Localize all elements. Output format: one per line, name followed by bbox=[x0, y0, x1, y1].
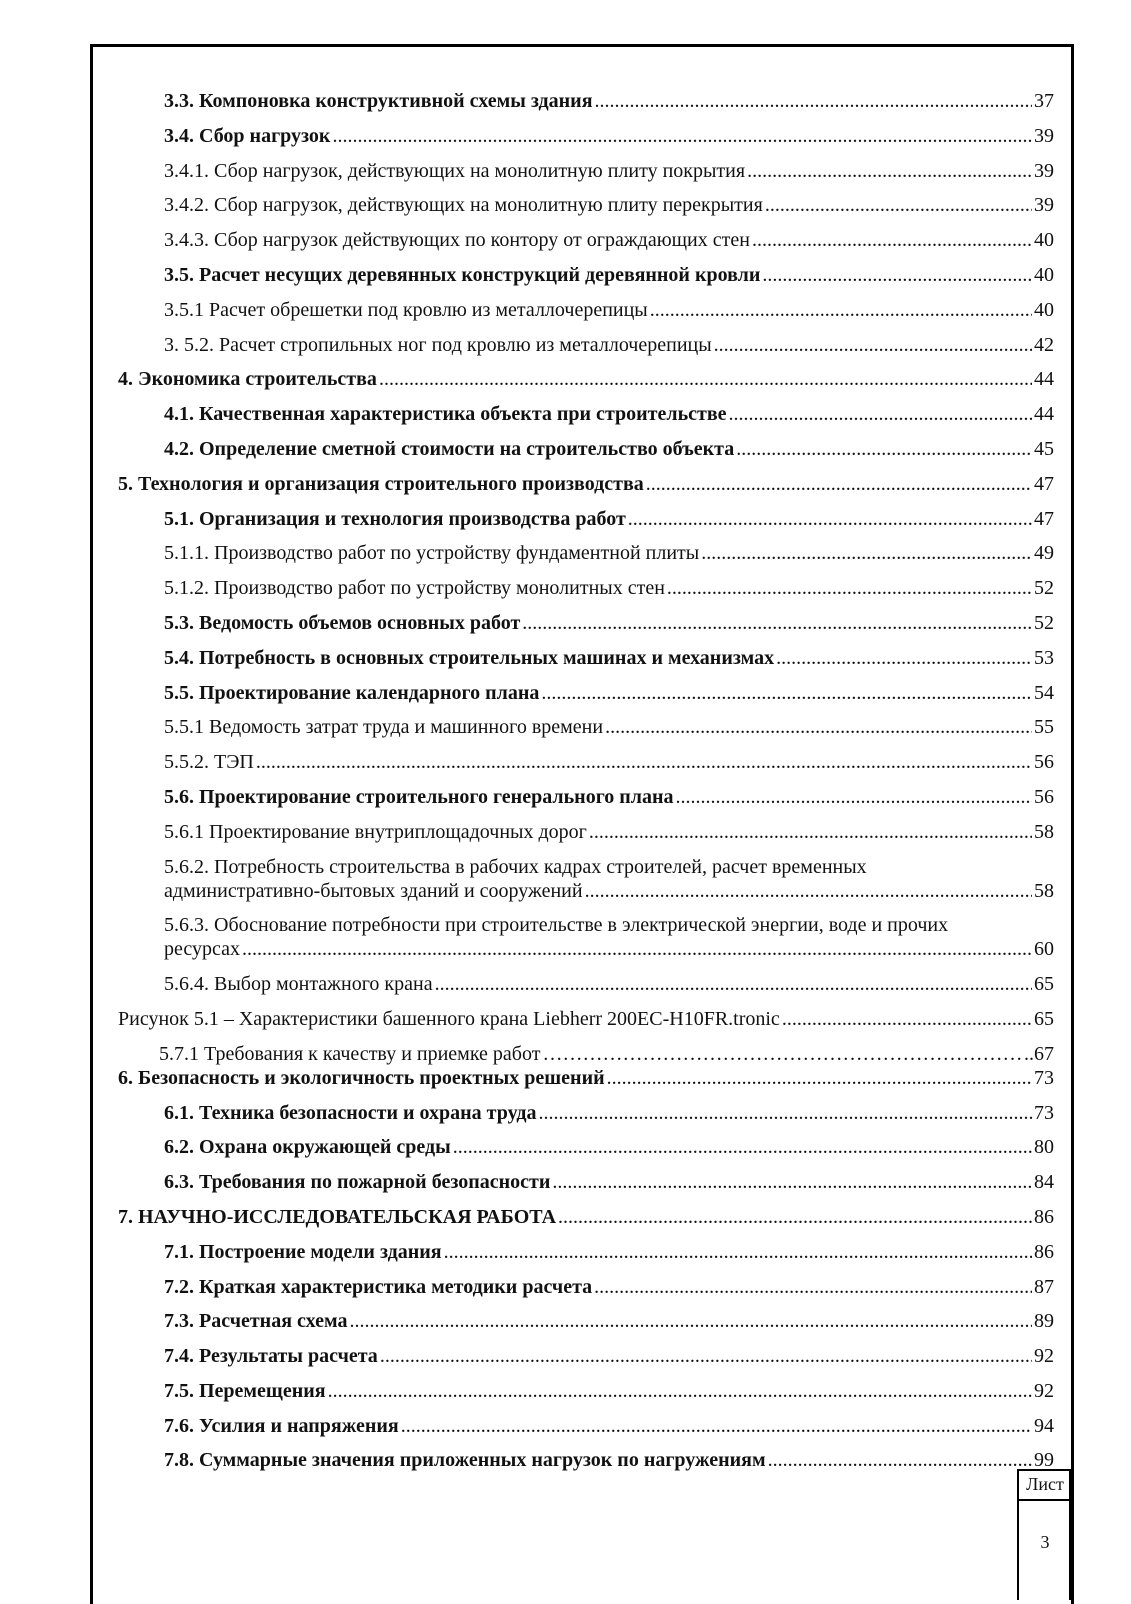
toc-entry bbox=[118, 820, 1054, 844]
toc-dot-leader bbox=[585, 879, 1032, 903]
toc-entry bbox=[118, 611, 1054, 635]
toc-entry-title: 4.2. Определение сметной стоимости на строительство объекта bbox=[164, 437, 735, 460]
toc-entry bbox=[118, 646, 1054, 670]
toc-entry bbox=[118, 228, 1054, 252]
toc-entry bbox=[118, 750, 1054, 774]
toc-entry-title: 3.3. Компоновка конструктивной схемы здания bbox=[164, 90, 593, 112]
toc-entry-title: 5.1.1. Производство работ по устройству фундаментной плиты bbox=[164, 542, 700, 565]
toc-entry-page: 37 bbox=[1034, 90, 1054, 112]
toc-dot-leader bbox=[589, 820, 1032, 844]
toc-entry bbox=[118, 1379, 1054, 1403]
toc-entry bbox=[118, 437, 1054, 461]
toc-entry-title: 5.5.2. ТЭП bbox=[164, 751, 254, 774]
toc-entry-page: 94 bbox=[1034, 1414, 1054, 1437]
sheet-number: 3 bbox=[1040, 1532, 1050, 1552]
toc-dot-leader bbox=[558, 1205, 1032, 1229]
toc-entry-wrapped bbox=[118, 913, 1054, 961]
toc-entry-page: 86 bbox=[1034, 1240, 1054, 1263]
toc-dot-leader bbox=[752, 228, 1032, 252]
toc-dot-leader bbox=[380, 1344, 1032, 1368]
toc-dot-leader bbox=[522, 611, 1032, 635]
toc-entry-page: 39 bbox=[1034, 124, 1054, 147]
toc-entry bbox=[118, 402, 1054, 426]
toc-entry-title: 5.4. Потребность в основных строительных машинах и механизмах bbox=[164, 646, 775, 669]
toc-dot-leader bbox=[605, 715, 1032, 739]
toc-entry-page: 52 bbox=[1034, 577, 1054, 600]
toc-entry-title: 5.6.4. Выбор монтажного крана bbox=[164, 973, 433, 996]
toc-dot-leader bbox=[714, 333, 1032, 357]
toc-entry bbox=[118, 1101, 1054, 1125]
toc-entry-title: 7.2. Краткая характеристика методики расчета bbox=[164, 1275, 593, 1298]
toc-entry bbox=[118, 1066, 1054, 1090]
toc-entry-page: 45 bbox=[1034, 437, 1054, 460]
toc-entry-title: Рисунок 5.1 – Характеристики башенного крана Liebherr 200EC-H10FR.tronic bbox=[118, 1007, 780, 1030]
toc-entry-page: 87 bbox=[1034, 1275, 1054, 1298]
toc-dot-leader bbox=[676, 785, 1032, 809]
toc-entry-title: 4.1. Качественная характеристика объекта при строительстве bbox=[164, 403, 727, 426]
toc-entry-title: 6.1. Техника безопасности и охрана труда bbox=[164, 1101, 537, 1124]
toc-entry-page: 39 bbox=[1034, 159, 1054, 182]
toc-entry-title: 6.3. Требования по пожарной безопасности bbox=[164, 1171, 551, 1194]
toc-entry bbox=[118, 1414, 1054, 1438]
toc-entry-title: 3.4.2. Сбор нагрузок, действующих на монолитную плиту перекрытия bbox=[164, 194, 763, 217]
toc-dot-leader bbox=[701, 541, 1032, 565]
toc-entry-title: 7. НАУЧНО-ИССЛЕДОВАТЕЛЬСКАЯ РАБОТА bbox=[118, 1205, 557, 1228]
toc-entry-title-line1: 5.6.2. Потребность строительства в рабочих кадрах строителей, расчет временных bbox=[164, 855, 867, 878]
toc-entry-title: 5.6. Проектирование строительного генерального плана bbox=[164, 785, 674, 808]
toc-entry-page: 42 bbox=[1034, 333, 1054, 356]
toc-dot-leader bbox=[552, 1170, 1032, 1194]
toc-entry bbox=[118, 1170, 1054, 1194]
toc-entry-title-line2: ресурсах bbox=[164, 938, 240, 961]
toc-entry bbox=[118, 715, 1054, 739]
toc-entry bbox=[118, 1205, 1054, 1229]
toc-dot-leader bbox=[328, 1379, 1032, 1403]
toc-entry-page: 89 bbox=[1034, 1310, 1054, 1333]
toc-entry-page: 49 bbox=[1034, 542, 1054, 565]
toc-entry-title: 3.5. Расчет несущих деревянных конструкций деревянной кровли bbox=[164, 263, 761, 286]
toc-entry-custom bbox=[118, 1042, 1054, 1066]
toc-entry bbox=[118, 1309, 1054, 1333]
toc-entry bbox=[118, 367, 1054, 391]
toc-entry bbox=[118, 1240, 1054, 1264]
toc-entry-page: 47 bbox=[1034, 507, 1054, 530]
toc-entry-page: 44 bbox=[1034, 368, 1054, 391]
toc-entry bbox=[118, 298, 1054, 322]
toc-dot-leader bbox=[762, 263, 1032, 287]
toc-dot-leader bbox=[542, 1042, 1022, 1066]
toc-entry-title: 3.4.1. Сбор нагрузок, действующих на монолитную плиту покрытия bbox=[164, 159, 746, 182]
toc-entry-title: 5.5. Проектирование календарного плана bbox=[164, 681, 540, 704]
toc-entry-page: 56 bbox=[1034, 751, 1054, 774]
toc-entry-page: 56 bbox=[1034, 785, 1054, 808]
toc-entry-page: 40 bbox=[1034, 298, 1054, 321]
toc-entry-title: 3.4. Сбор нагрузок bbox=[164, 124, 331, 147]
toc-entry bbox=[118, 1135, 1054, 1159]
toc-dot-leader bbox=[541, 681, 1032, 705]
toc-entry-page: 40 bbox=[1034, 263, 1054, 286]
toc-entry-page: 40 bbox=[1034, 229, 1054, 252]
table-of-contents bbox=[118, 89, 1054, 1483]
toc-entry-page: 73 bbox=[1034, 1101, 1054, 1124]
toc-dot-leader bbox=[768, 1448, 1032, 1472]
toc-entry-page: 39 bbox=[1034, 194, 1054, 217]
toc-dot-leader bbox=[595, 89, 1032, 113]
toc-dot-leader bbox=[401, 1414, 1032, 1438]
toc-entry-page: 58 bbox=[1034, 879, 1054, 902]
toc-entry bbox=[118, 1007, 1054, 1031]
toc-entry-title: 5. Технология и организация строительного производства bbox=[118, 472, 644, 495]
toc-entry bbox=[118, 1448, 1054, 1472]
toc-dot-leader bbox=[646, 472, 1032, 496]
toc-entry bbox=[118, 472, 1054, 496]
toc-dot-leader bbox=[594, 1275, 1032, 1299]
toc-entry-page: 47 bbox=[1034, 472, 1054, 495]
toc-entry bbox=[118, 89, 1054, 113]
toc-entry-line2 bbox=[164, 937, 1054, 961]
toc-entry-title-line2: административно-бытовых зданий и сооружений bbox=[164, 879, 583, 902]
sheet-label: Лист bbox=[1026, 1474, 1064, 1494]
toc-dot-leader bbox=[350, 1309, 1033, 1333]
toc-entry bbox=[118, 541, 1054, 565]
toc-dot-leader bbox=[607, 1066, 1032, 1090]
toc-entry bbox=[118, 785, 1054, 809]
toc-entry-title: 7.4. Результаты расчета bbox=[164, 1345, 378, 1368]
toc-entry bbox=[118, 972, 1054, 996]
toc-entry-title-line1: 5.6.3. Обоснование потребности при строительстве в электрической энергии, воде и прочих bbox=[164, 914, 949, 937]
toc-entry-page: 86 bbox=[1034, 1205, 1054, 1228]
toc-entry-page: 60 bbox=[1034, 938, 1054, 961]
toc-dot-leader bbox=[256, 750, 1032, 774]
toc-entry-title: 7.8. Суммарные значения приложенных нагрузок по нагружениям bbox=[164, 1449, 766, 1472]
toc-entry-page: 65 bbox=[1034, 1007, 1054, 1030]
toc-entry-page: 58 bbox=[1034, 820, 1054, 843]
toc-entry-title: 7.6. Усилия и напряжения bbox=[164, 1414, 399, 1437]
toc-entry-page: 65 bbox=[1034, 973, 1054, 996]
toc-entry-page: 54 bbox=[1034, 681, 1054, 704]
toc-dot-leader bbox=[453, 1135, 1032, 1159]
toc-entry-page: 53 bbox=[1034, 646, 1054, 669]
toc-entry-page: 73 bbox=[1034, 1066, 1054, 1089]
toc-entry-title: 6.2. Охрана окружающей среды bbox=[164, 1136, 451, 1159]
toc-entry-title: 5.1.2. Производство работ по устройству монолитных стен bbox=[164, 577, 665, 600]
toc-entry-title: 7.1. Построение модели здания bbox=[164, 1240, 442, 1263]
toc-entry-page: 44 bbox=[1034, 403, 1054, 426]
toc-entry-line2 bbox=[164, 879, 1054, 903]
toc-entry-title: 4. Экономика строительства bbox=[118, 368, 377, 391]
toc-entry-page: 92 bbox=[1034, 1345, 1054, 1368]
toc-dot-leader bbox=[242, 937, 1032, 961]
toc-dot-leader bbox=[538, 1101, 1032, 1125]
toc-dot-leader bbox=[747, 159, 1032, 183]
toc-entry bbox=[118, 576, 1054, 600]
toc-entry-title: 7.3. Расчетная схема bbox=[164, 1310, 348, 1333]
toc-entry bbox=[118, 507, 1054, 531]
toc-dot-leader bbox=[667, 576, 1032, 600]
toc-entry bbox=[118, 333, 1054, 357]
toc-dot-leader bbox=[444, 1240, 1032, 1264]
toc-dot-leader bbox=[765, 193, 1032, 217]
toc-entry-title: 5.6.1 Проектирование внутриплощадочных дорог bbox=[164, 820, 587, 843]
toc-entry bbox=[118, 159, 1054, 183]
toc-dot-leader bbox=[435, 972, 1032, 996]
toc-entry-title: 5.5.1 Ведомость затрат труда и машинного времени bbox=[164, 716, 604, 739]
toc-entry-title: 5.1. Организация и технология производства работ bbox=[164, 507, 626, 530]
toc-entry-title: 5.7.1 Требования к качеству и приемке работ bbox=[159, 1042, 541, 1065]
toc-entry-title: 5.3. Ведомость объемов основных работ bbox=[164, 611, 521, 634]
toc-entry bbox=[118, 124, 1054, 148]
sheet-divider bbox=[1017, 1499, 1072, 1501]
toc-entry-page: 84 bbox=[1034, 1171, 1054, 1194]
toc-dot-leader bbox=[628, 507, 1032, 531]
toc-entry-page: ..67 bbox=[1024, 1042, 1054, 1065]
toc-entry bbox=[118, 263, 1054, 287]
toc-entry-page: 80 bbox=[1034, 1136, 1054, 1159]
toc-entry-page: 99 bbox=[1034, 1449, 1054, 1472]
toc-dot-leader bbox=[782, 1007, 1032, 1031]
toc-entry-wrapped bbox=[118, 855, 1054, 903]
toc-dot-leader bbox=[332, 124, 1032, 148]
toc-entry bbox=[118, 193, 1054, 217]
toc-dot-leader bbox=[729, 402, 1032, 426]
toc-dot-leader bbox=[379, 367, 1032, 391]
toc-entry-page: 92 bbox=[1034, 1379, 1054, 1402]
toc-entry-title: 7.5. Перемещения bbox=[164, 1379, 326, 1402]
toc-entry-title: 3. 5.2. Расчет стропильных ног под кровлю из металлочерепицы bbox=[164, 333, 712, 356]
toc-entry-title: 3.4.3. Сбор нагрузок действующих по контору от ограждающих стен bbox=[164, 229, 750, 252]
toc-dot-leader bbox=[736, 437, 1032, 461]
toc-entry bbox=[118, 1344, 1054, 1368]
toc-entry-title: 3.5.1 Расчет обрешетки под кровлю из металлочерепицы bbox=[164, 298, 648, 321]
toc-entry bbox=[118, 1275, 1054, 1299]
toc-entry-page: 52 bbox=[1034, 611, 1054, 634]
toc-dot-leader bbox=[650, 298, 1032, 322]
toc-entry bbox=[118, 681, 1054, 705]
toc-entry-title: 6. Безопасность и экологичность проектных решений bbox=[118, 1066, 605, 1089]
toc-entry-page: 55 bbox=[1034, 716, 1054, 739]
toc-dot-leader bbox=[776, 646, 1032, 670]
